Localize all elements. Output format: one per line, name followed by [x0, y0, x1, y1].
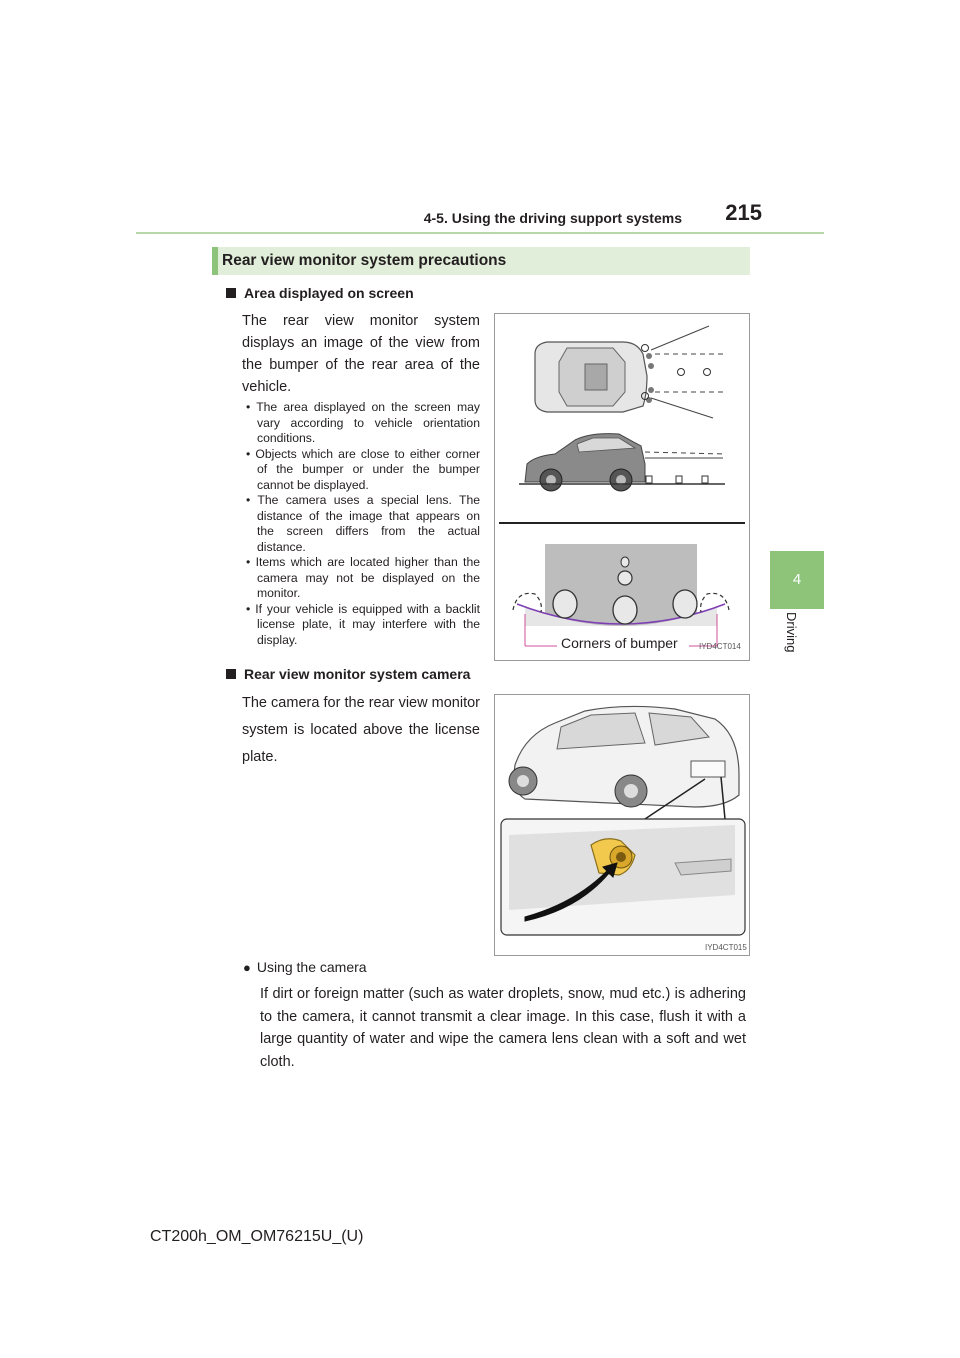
- car-top-view-icon: [535, 342, 654, 412]
- subheading-area: [226, 285, 414, 301]
- area-intro: The rear view monitor system displays an image of the view from the bumper of the rear area of the vehicle.: [242, 313, 480, 395]
- bullet-item: • Objects which are close to either corner of the bumper or under the bumper cannot be displayed.: [246, 446, 481, 492]
- figure-display-area: [494, 313, 750, 661]
- subheading-camera: [226, 666, 470, 682]
- bullet-item: • If your vehicle is equipped with a backlit license plate, it may interfere with the display.: [246, 601, 480, 647]
- round-bullet-icon: ●: [243, 960, 251, 975]
- figure-code: IYD4CT014: [699, 642, 741, 651]
- figure-callout-label: Corners of bumper: [561, 635, 678, 651]
- using-camera-heading: [243, 959, 367, 975]
- display-area-illustration: [495, 314, 749, 660]
- bullet-item: • Items which are located higher than the camera may not be displayed on the monitor.: [246, 555, 481, 600]
- running-header-section: 4-5. Using the driving support systems: [423, 210, 682, 226]
- car-side-view-icon: [525, 434, 645, 491]
- chapter-tab: 4: [770, 551, 824, 609]
- subheading-area-text: Area displayed on screen: [244, 285, 414, 301]
- square-bullet-icon: [226, 669, 236, 679]
- document-code: CT200h_OM_OM76215U_(U): [150, 1228, 364, 1245]
- car-rear-quarter-icon: [509, 706, 739, 807]
- camera-intro: The camera for the rear view monitor system is located above the license plate.: [242, 695, 480, 765]
- chapter-label: [771, 612, 823, 672]
- figure-code: IYD4CT015: [705, 943, 747, 952]
- section-title: Rear view monitor system precautions: [222, 252, 507, 269]
- page-number: 215: [725, 200, 762, 225]
- figure-camera-location: [494, 694, 750, 956]
- monitor-screen-view: [513, 544, 729, 626]
- camera-location-illustration: [495, 695, 749, 955]
- square-bullet-icon: [226, 288, 236, 298]
- chapter-label-text: Driving: [784, 612, 799, 653]
- bullet-item: • The area displayed on the screen may vary according to vehicle orientation conditions.: [246, 400, 480, 445]
- using-camera-heading-text: Using the camera: [256, 959, 367, 975]
- header-rule: [136, 232, 824, 234]
- area-bullet-list: [242, 400, 480, 648]
- bullet-item: • The camera uses a special lens. The distance of the image that appears on the screen differs from the actual distance.: [246, 493, 480, 554]
- subheading-camera-text: Rear view monitor system camera: [244, 666, 471, 682]
- using-camera-body: If dirt or foreign matter (such as water droplets, snow, mud etc.) is adhering to the camera, it cannot transmit a clear image. In this case, flush it with a large quantity of water and wipe the camera lens clean with a soft and wet cloth.: [260, 986, 746, 1070]
